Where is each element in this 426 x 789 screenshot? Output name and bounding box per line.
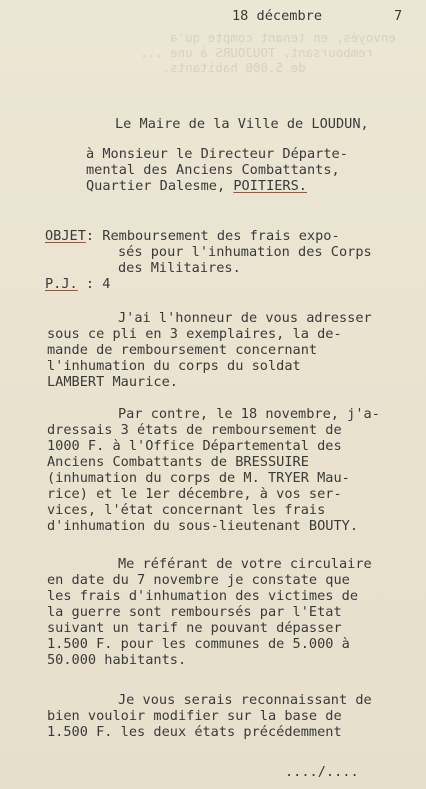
- paragraph-2-line: d'inhumation du sous-lieutenant BOUTY.: [47, 518, 358, 534]
- paragraph-1-line: LAMBERT Maurice.: [47, 374, 178, 390]
- paragraph-3-line: en date du 7 novembre je constate que: [47, 572, 350, 588]
- pj-label: P.J.: [45, 276, 78, 292]
- paragraph-4-line: Je vous serais reconnaissant de: [118, 692, 372, 708]
- paragraph-3-line: les frais d'inhumation des victimes de: [47, 588, 358, 604]
- letter-date: 18 décembre: [232, 8, 323, 24]
- paragraph-2-line: vices, l'état concernant les frais: [47, 502, 326, 518]
- recipient-line-2: mental des Anciens Combattants,: [86, 162, 340, 178]
- paragraph-1-line: l'inhumation du corps du soldat: [47, 358, 301, 374]
- bleed-through-text: envoyés, en tenant compte qu'a remboursant, TOUJOURS à une ... de 5.000 habitants.: [140, 30, 396, 75]
- paragraph-2-line: 1000 F. à l'Office Départemental des: [47, 438, 342, 454]
- object-line-2: sés pour l'inhumation des Corps: [118, 244, 372, 260]
- paragraph-4-line: bien vouloir modifier sur la base de: [47, 708, 342, 724]
- object-label: OBJET: [45, 228, 86, 244]
- paragraph-3-line: 1.500 F. pour les communes de 5.000 à: [47, 636, 350, 652]
- paragraph-3-line: la guerre sont remboursés par l'Etat: [47, 604, 342, 620]
- object-line-1: OBJET: Remboursement des frais expo-: [45, 228, 340, 244]
- recipient-line-3: Quartier Dalesme, POITIERS.: [86, 178, 307, 194]
- paragraph-1-line: mande de remboursement concernant: [47, 342, 318, 358]
- page-number: 7: [394, 8, 403, 24]
- continuation-mark: ..../....: [285, 764, 359, 780]
- recipient-city: POITIERS.: [233, 178, 307, 194]
- sender-line: Le Maire de la Ville de LOUDUN,: [115, 116, 369, 132]
- paragraph-3-line: 50.000 habitants.: [47, 652, 187, 668]
- paragraph-2-line: rice) et le 1er décembre, à vos ser-: [47, 486, 342, 502]
- paragraph-2-line: Par contre, le 18 novembre, j'a-: [118, 406, 380, 422]
- recipient-line-1: à Monsieur le Directeur Départe-: [86, 146, 348, 162]
- paragraph-2-line: Anciens Combattants de BRESSUIRE: [47, 454, 309, 470]
- object-line-3: des Militaires.: [118, 260, 241, 276]
- paragraph-1-line: sous ce pli en 3 exemplaires, la de-: [47, 326, 342, 342]
- paragraph-1-line: J'ai l'honneur de vous adresser: [118, 310, 372, 326]
- paragraph-2-line: dressais 3 états de remboursement de: [47, 422, 342, 438]
- pj-line: P.J. : 4: [45, 276, 111, 292]
- paragraph-2-line: (inhumation du corps de M. TRYER Mau-: [47, 470, 350, 486]
- paragraph-3-line: Me référant de votre circulaire: [118, 556, 372, 572]
- paragraph-4-line: 1.500 F. les deux états précédemment: [47, 724, 342, 740]
- paragraph-3-line: suivant un tarif ne pouvant dépasser: [47, 620, 342, 636]
